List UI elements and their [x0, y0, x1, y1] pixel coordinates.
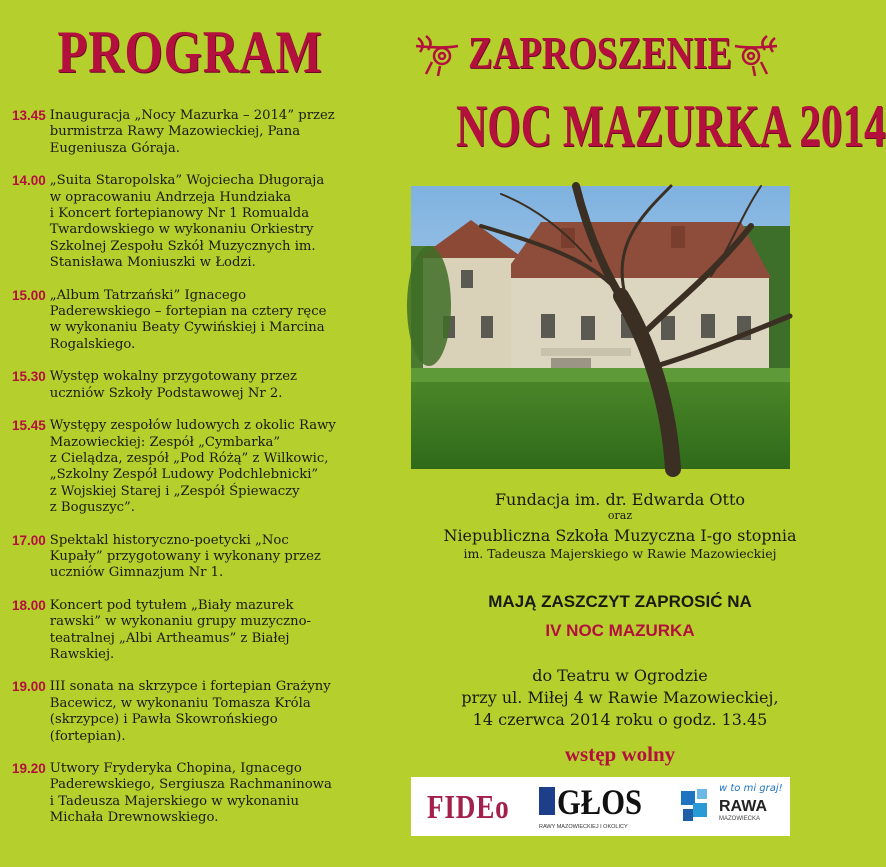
program-item-time: 17.00: [12, 532, 46, 548]
glos-icon: [539, 787, 555, 815]
address-line-3: 14 czerwca 2014 roku o godz. 13.45: [472, 710, 768, 729]
program-item-time: 19.00: [12, 679, 46, 695]
program-item-description: III sonata na skrzypce i fortepian Grażyny Bacewicz, w wykonaniu Tomasza Króla (skrzypce) i Pawła Skowrońskiego (fortepian).: [49, 679, 331, 744]
address-line-1: do Teatru w Ogrodzie: [532, 666, 708, 685]
program-item-time: 18.00: [12, 597, 46, 613]
school-patron: im. Tadeusza Majerskiego w Rawie Mazowieckiej: [463, 546, 777, 561]
program-item-time: 19.20: [12, 761, 46, 776]
event-edition: IV NOC MAZURKA: [545, 621, 695, 640]
program-item-time: 15.30: [12, 369, 46, 385]
program-item-time: 14.00: [12, 173, 46, 189]
program-item: [12, 418, 377, 516]
program-item: [12, 369, 377, 402]
rawa-emblem-icon: [679, 787, 713, 827]
rawa-subtitle: MAZOWIECKA: [719, 816, 761, 822]
program-item: [12, 598, 377, 664]
program-title: PROGRAM: [57, 19, 323, 85]
sponsor-logos: [411, 777, 790, 836]
program-item-description: „Suita Staropolska” Wojciecha Długoraja w opracowaniu Andrzeja Hundziaka i Koncert fortepianowy Nr 1 Romualda Twardowskiego w wykonaniu Orkiestry Szkolnej Zespołu Szkół Muzycznych im. Stanisława Moniuszki w Łodzi.: [49, 173, 325, 271]
foundation-name: Fundacja im. dr. Edwarda Otto: [494, 490, 746, 509]
program-item: [12, 288, 377, 354]
honor-text: MAJĄ ZASZCZYT ZAPROSIĆ NA: [488, 592, 752, 611]
program-item: [12, 533, 377, 582]
and-text: oraz: [607, 509, 633, 522]
rawa-logo: [679, 783, 783, 831]
program-item: [12, 761, 377, 827]
invitation-heading: ZAPROSZENIE: [468, 27, 732, 78]
rawa-name: RAWA: [719, 798, 767, 815]
address-line-2: przy ul. Miłej 4 w Rawie Mazowieckiej,: [461, 688, 779, 707]
fideo-logo: FIDEo: [427, 789, 510, 826]
program-column: [0, 0, 380, 867]
program-item-description: Utwory Fryderyka Chopina, Ignacego Paderewskiego, Sergiusza Rachmaninowa i Tadeusza Majerskiego w wykonaniu Michała Drewnowskiego.: [49, 761, 332, 826]
program-item-description: Występ wokalny przygotowany przez uczniów Szkoły Podstawowej Nr 2.: [49, 369, 297, 401]
program-item-description: Spektakl historyczno-poetycki „Noc Kupały” przygotowany i wykonany przez uczniów Gimnazjum Nr 1.: [49, 532, 321, 581]
program-item-time: 15.45: [12, 418, 46, 434]
glos-logo: [539, 781, 657, 833]
program-item: [12, 679, 377, 745]
program-item-description: „Album Tatrzański” Ignacego Paderewskiego – fortepian na cztery ręce w wykonaniu Beaty Cywińskiej i Marcina Rogalskiego.: [49, 287, 327, 352]
program-item: [12, 173, 377, 271]
school-name: Niepubliczna Szkoła Muzyczna I-go stopnia: [443, 526, 797, 545]
free-entry-text: wstęp wolny: [564, 742, 676, 766]
program-item-time: 13.45: [12, 108, 46, 123]
program-item-description: Koncert pod tytułem „Biały mazurek rawski” w wykonaniu grupy muzyczno- teatralnej „Albi Artheamus” z Białej Rawskiej.: [49, 597, 312, 662]
program-list: [12, 108, 377, 843]
glos-title: GŁOS: [557, 782, 643, 822]
manor-house-photo: [411, 186, 790, 469]
program-item-time: 15.00: [12, 287, 46, 303]
program-item-description: Występy zespołów ludowych z okolic Rawy Mazowieckiej: Zespół „Cymbarka” z Cielądza, zespół „Pod Różą” z Wilkowic, „Szkolny Zespół Ludowy Podchlebnicki” z Wojskiej Starej i „Zespół Śpiewaczy z Boguszyc”.: [49, 418, 336, 516]
event-title: NOC MAZURKA 2014: [456, 93, 886, 159]
glos-subtitle: RAWY MAZOWIECKIEJ I OKOLICY: [539, 824, 628, 830]
program-item: [12, 108, 377, 157]
program-item-description: Inauguracja „Nocy Mazurka – 2014” przez burmistrza Rawy Mazowieckiej, Pana Eugeniusza Góraja.: [49, 108, 335, 156]
address-block: [400, 665, 840, 731]
rawa-slogan: w to mi graj!: [719, 783, 783, 794]
